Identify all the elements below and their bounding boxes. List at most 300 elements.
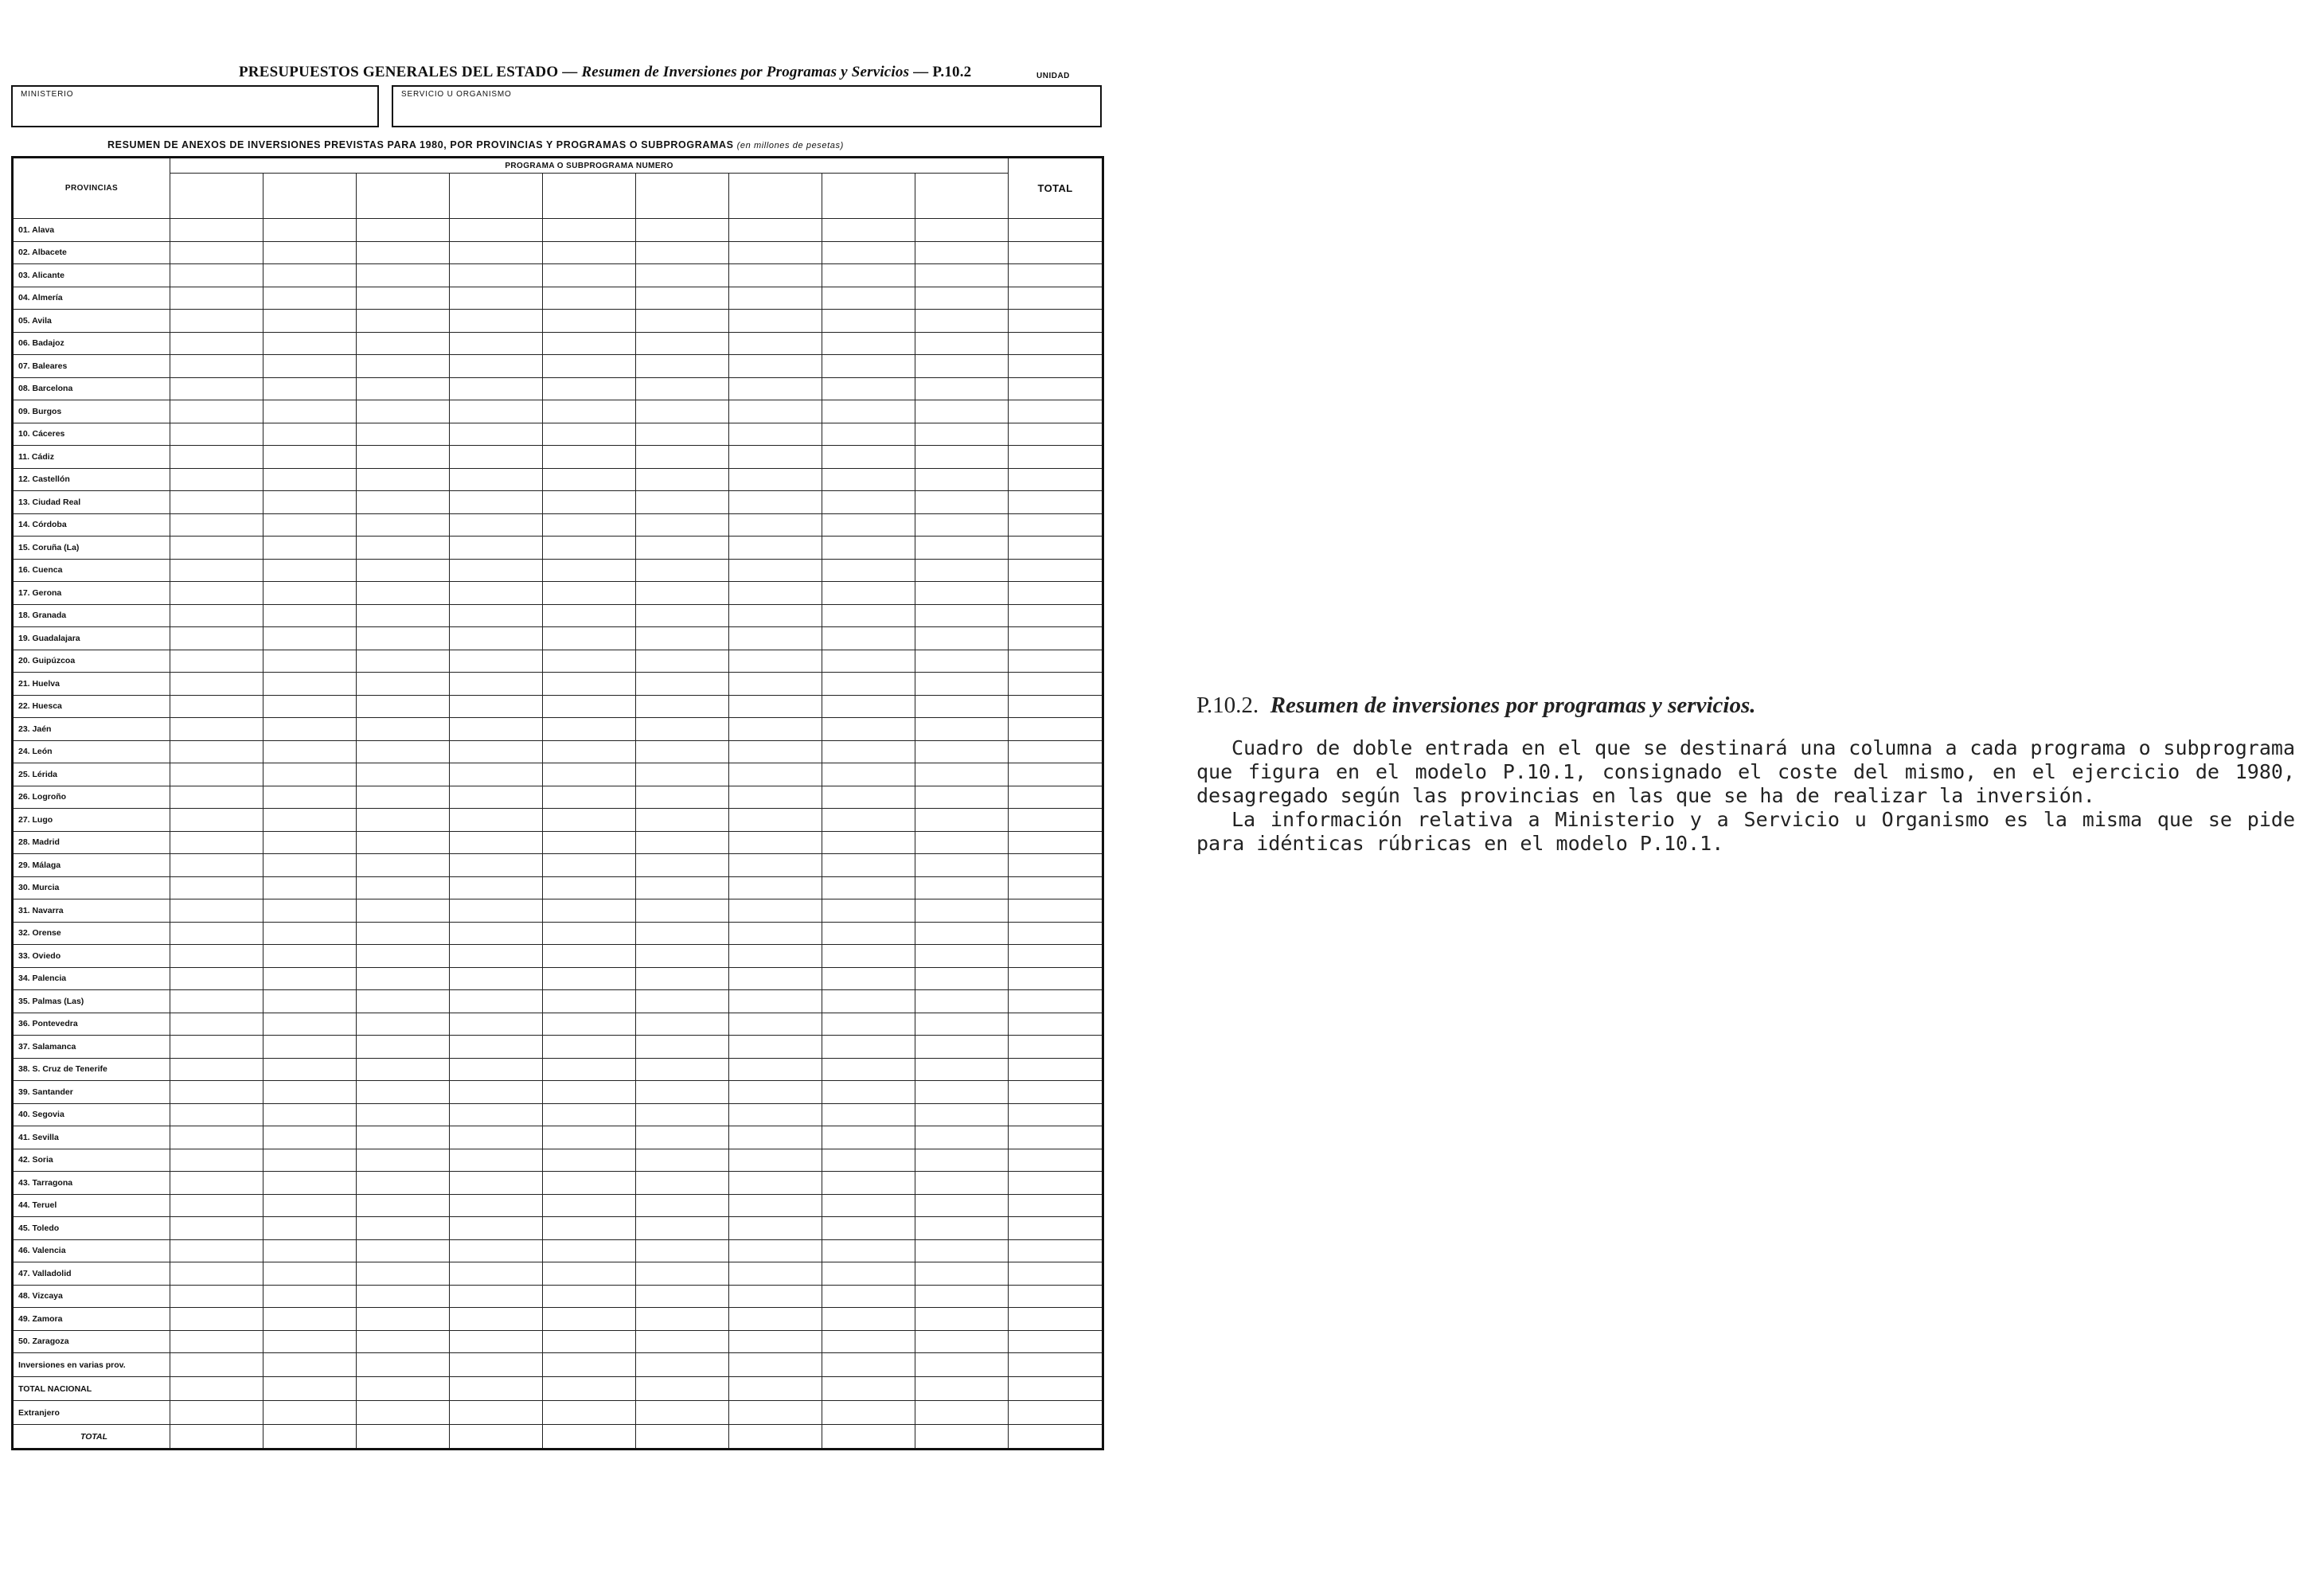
amount-cell[interactable] — [170, 400, 263, 423]
amount-cell[interactable] — [729, 400, 822, 423]
amount-cell[interactable] — [170, 1308, 263, 1331]
row-total-cell[interactable] — [1009, 1308, 1103, 1331]
amount-cell[interactable] — [636, 650, 729, 673]
amount-cell[interactable] — [636, 876, 729, 899]
amount-cell[interactable] — [822, 264, 915, 287]
amount-cell[interactable] — [636, 446, 729, 469]
amount-cell[interactable] — [915, 1217, 1009, 1240]
amount-cell[interactable] — [263, 1126, 357, 1149]
amount-cell[interactable] — [263, 491, 357, 514]
amount-cell[interactable] — [450, 446, 543, 469]
amount-cell[interactable] — [822, 1194, 915, 1217]
row-total-cell[interactable] — [1009, 786, 1103, 809]
total-amount-cell[interactable] — [822, 1353, 915, 1377]
amount-cell[interactable] — [357, 718, 450, 741]
amount-cell[interactable] — [357, 400, 450, 423]
amount-cell[interactable] — [357, 1036, 450, 1059]
amount-cell[interactable] — [357, 1103, 450, 1126]
amount-cell[interactable] — [915, 1103, 1009, 1126]
amount-cell[interactable] — [450, 1285, 543, 1308]
amount-cell[interactable] — [543, 718, 636, 741]
amount-cell[interactable] — [729, 876, 822, 899]
amount-cell[interactable] — [170, 332, 263, 355]
amount-cell[interactable] — [357, 673, 450, 696]
amount-cell[interactable] — [170, 1330, 263, 1353]
amount-cell[interactable] — [170, 899, 263, 923]
amount-cell[interactable] — [170, 967, 263, 990]
amount-cell[interactable] — [357, 310, 450, 333]
amount-cell[interactable] — [450, 876, 543, 899]
amount-cell[interactable] — [729, 1058, 822, 1081]
amount-cell[interactable] — [263, 718, 357, 741]
amount-cell[interactable] — [263, 650, 357, 673]
amount-cell[interactable] — [822, 446, 915, 469]
total-amount-cell[interactable] — [822, 1425, 915, 1450]
amount-cell[interactable] — [729, 854, 822, 877]
amount-cell[interactable] — [543, 468, 636, 491]
amount-cell[interactable] — [543, 922, 636, 945]
amount-cell[interactable] — [543, 831, 636, 854]
row-total-cell[interactable] — [1009, 423, 1103, 446]
amount-cell[interactable] — [170, 446, 263, 469]
amount-cell[interactable] — [729, 673, 822, 696]
amount-cell[interactable] — [263, 332, 357, 355]
amount-cell[interactable] — [915, 1308, 1009, 1331]
amount-cell[interactable] — [822, 537, 915, 560]
amount-cell[interactable] — [450, 1262, 543, 1286]
amount-cell[interactable] — [822, 740, 915, 763]
amount-cell[interactable] — [357, 1285, 450, 1308]
amount-cell[interactable] — [915, 1172, 1009, 1195]
amount-cell[interactable] — [543, 1172, 636, 1195]
amount-cell[interactable] — [543, 1103, 636, 1126]
amount-cell[interactable] — [636, 695, 729, 718]
total-amount-cell[interactable] — [636, 1425, 729, 1450]
amount-cell[interactable] — [450, 241, 543, 264]
amount-cell[interactable] — [915, 377, 1009, 400]
amount-cell[interactable] — [263, 1081, 357, 1104]
amount-cell[interactable] — [822, 513, 915, 537]
amount-cell[interactable] — [822, 219, 915, 242]
amount-cell[interactable] — [822, 400, 915, 423]
row-total-cell[interactable] — [1009, 468, 1103, 491]
amount-cell[interactable] — [263, 922, 357, 945]
amount-cell[interactable] — [263, 537, 357, 560]
total-amount-cell[interactable] — [729, 1377, 822, 1401]
amount-cell[interactable] — [822, 831, 915, 854]
amount-cell[interactable] — [450, 219, 543, 242]
amount-cell[interactable] — [450, 468, 543, 491]
amount-cell[interactable] — [543, 695, 636, 718]
amount-cell[interactable] — [357, 650, 450, 673]
amount-cell[interactable] — [636, 559, 729, 582]
amount-cell[interactable] — [543, 1308, 636, 1331]
amount-cell[interactable] — [170, 491, 263, 514]
total-amount-cell[interactable] — [636, 1401, 729, 1425]
amount-cell[interactable] — [170, 922, 263, 945]
amount-cell[interactable] — [915, 537, 1009, 560]
row-total-cell[interactable] — [1009, 1149, 1103, 1172]
amount-cell[interactable] — [729, 922, 822, 945]
amount-cell[interactable] — [729, 310, 822, 333]
amount-cell[interactable] — [729, 763, 822, 786]
total-amount-cell[interactable] — [636, 1377, 729, 1401]
amount-cell[interactable] — [729, 423, 822, 446]
amount-cell[interactable] — [915, 1330, 1009, 1353]
amount-cell[interactable] — [915, 582, 1009, 605]
amount-cell[interactable] — [822, 990, 915, 1013]
row-total-cell[interactable] — [1009, 854, 1103, 877]
amount-cell[interactable] — [915, 332, 1009, 355]
amount-cell[interactable] — [543, 377, 636, 400]
amount-cell[interactable] — [543, 1330, 636, 1353]
row-total-cell[interactable] — [1009, 1126, 1103, 1149]
amount-cell[interactable] — [543, 809, 636, 832]
row-total-cell[interactable] — [1009, 1103, 1103, 1126]
amount-cell[interactable] — [263, 1308, 357, 1331]
total-amount-cell[interactable] — [170, 1377, 263, 1401]
amount-cell[interactable] — [450, 1217, 543, 1240]
amount-cell[interactable] — [915, 786, 1009, 809]
program-number-cell[interactable] — [357, 174, 450, 219]
amount-cell[interactable] — [450, 899, 543, 923]
amount-cell[interactable] — [543, 287, 636, 310]
amount-cell[interactable] — [915, 740, 1009, 763]
amount-cell[interactable] — [450, 809, 543, 832]
amount-cell[interactable] — [915, 491, 1009, 514]
amount-cell[interactable] — [822, 559, 915, 582]
amount-cell[interactable] — [729, 377, 822, 400]
amount-cell[interactable] — [543, 537, 636, 560]
amount-cell[interactable] — [636, 786, 729, 809]
amount-cell[interactable] — [915, 831, 1009, 854]
total-amount-cell[interactable] — [263, 1401, 357, 1425]
amount-cell[interactable] — [170, 604, 263, 627]
amount-cell[interactable] — [729, 1036, 822, 1059]
amount-cell[interactable] — [915, 241, 1009, 264]
amount-cell[interactable] — [263, 876, 357, 899]
amount-cell[interactable] — [822, 1081, 915, 1104]
amount-cell[interactable] — [636, 763, 729, 786]
amount-cell[interactable] — [543, 604, 636, 627]
amount-cell[interactable] — [357, 1149, 450, 1172]
amount-cell[interactable] — [357, 740, 450, 763]
total-amount-cell[interactable] — [170, 1401, 263, 1425]
amount-cell[interactable] — [915, 1239, 1009, 1262]
amount-cell[interactable] — [915, 718, 1009, 741]
amount-cell[interactable] — [822, 1036, 915, 1059]
amount-cell[interactable] — [915, 1262, 1009, 1286]
amount-cell[interactable] — [170, 1036, 263, 1059]
amount-cell[interactable] — [822, 1149, 915, 1172]
amount-cell[interactable] — [450, 537, 543, 560]
amount-cell[interactable] — [357, 1081, 450, 1104]
amount-cell[interactable] — [357, 582, 450, 605]
amount-cell[interactable] — [543, 1217, 636, 1240]
amount-cell[interactable] — [357, 1194, 450, 1217]
amount-cell[interactable] — [915, 1126, 1009, 1149]
amount-cell[interactable] — [822, 377, 915, 400]
amount-cell[interactable] — [357, 1330, 450, 1353]
amount-cell[interactable] — [263, 264, 357, 287]
amount-cell[interactable] — [263, 740, 357, 763]
amount-cell[interactable] — [543, 1081, 636, 1104]
amount-cell[interactable] — [729, 650, 822, 673]
amount-cell[interactable] — [170, 513, 263, 537]
amount-cell[interactable] — [263, 967, 357, 990]
amount-cell[interactable] — [263, 1013, 357, 1036]
amount-cell[interactable] — [822, 718, 915, 741]
amount-cell[interactable] — [636, 355, 729, 378]
row-total-cell[interactable] — [1009, 310, 1103, 333]
amount-cell[interactable] — [915, 1036, 1009, 1059]
amount-cell[interactable] — [822, 604, 915, 627]
amount-cell[interactable] — [450, 1172, 543, 1195]
amount-cell[interactable] — [543, 1262, 636, 1286]
amount-cell[interactable] — [450, 423, 543, 446]
amount-cell[interactable] — [636, 990, 729, 1013]
amount-cell[interactable] — [729, 1194, 822, 1217]
amount-cell[interactable] — [263, 582, 357, 605]
amount-cell[interactable] — [543, 740, 636, 763]
amount-cell[interactable] — [822, 967, 915, 990]
row-total-cell[interactable] — [1009, 241, 1103, 264]
amount-cell[interactable] — [357, 627, 450, 650]
amount-cell[interactable] — [170, 786, 263, 809]
amount-cell[interactable] — [915, 355, 1009, 378]
amount-cell[interactable] — [450, 491, 543, 514]
amount-cell[interactable] — [915, 468, 1009, 491]
amount-cell[interactable] — [822, 899, 915, 923]
amount-cell[interactable] — [263, 446, 357, 469]
amount-cell[interactable] — [822, 582, 915, 605]
amount-cell[interactable] — [729, 332, 822, 355]
servicio-field[interactable] — [392, 85, 1102, 127]
amount-cell[interactable] — [357, 1262, 450, 1286]
total-amount-cell[interactable] — [915, 1425, 1009, 1450]
amount-cell[interactable] — [729, 513, 822, 537]
amount-cell[interactable] — [915, 945, 1009, 968]
amount-cell[interactable] — [915, 1285, 1009, 1308]
amount-cell[interactable] — [263, 1217, 357, 1240]
amount-cell[interactable] — [822, 650, 915, 673]
amount-cell[interactable] — [450, 740, 543, 763]
row-total-cell[interactable] — [1009, 650, 1103, 673]
amount-cell[interactable] — [170, 537, 263, 560]
row-total-cell[interactable] — [1009, 1285, 1103, 1308]
amount-cell[interactable] — [263, 763, 357, 786]
row-total-cell[interactable] — [1009, 1330, 1103, 1353]
amount-cell[interactable] — [636, 287, 729, 310]
amount-cell[interactable] — [450, 695, 543, 718]
amount-cell[interactable] — [822, 627, 915, 650]
amount-cell[interactable] — [729, 1081, 822, 1104]
total-amount-cell[interactable] — [450, 1353, 543, 1377]
amount-cell[interactable] — [822, 1103, 915, 1126]
amount-cell[interactable] — [170, 650, 263, 673]
row-total-cell[interactable] — [1009, 695, 1103, 718]
amount-cell[interactable] — [357, 219, 450, 242]
amount-cell[interactable] — [915, 287, 1009, 310]
amount-cell[interactable] — [543, 650, 636, 673]
amount-cell[interactable] — [636, 1194, 729, 1217]
row-total-cell[interactable] — [1009, 1262, 1103, 1286]
amount-cell[interactable] — [450, 1058, 543, 1081]
amount-cell[interactable] — [822, 332, 915, 355]
amount-cell[interactable] — [543, 219, 636, 242]
amount-cell[interactable] — [450, 1330, 543, 1353]
amount-cell[interactable] — [357, 831, 450, 854]
amount-cell[interactable] — [729, 264, 822, 287]
ministerio-field[interactable] — [11, 85, 379, 127]
amount-cell[interactable] — [357, 786, 450, 809]
amount-cell[interactable] — [357, 377, 450, 400]
amount-cell[interactable] — [915, 446, 1009, 469]
amount-cell[interactable] — [357, 1172, 450, 1195]
amount-cell[interactable] — [357, 922, 450, 945]
amount-cell[interactable] — [636, 332, 729, 355]
total-amount-cell[interactable] — [263, 1425, 357, 1450]
total-amount-cell[interactable] — [1009, 1401, 1103, 1425]
total-amount-cell[interactable] — [1009, 1377, 1103, 1401]
amount-cell[interactable] — [915, 922, 1009, 945]
amount-cell[interactable] — [543, 945, 636, 968]
row-total-cell[interactable] — [1009, 287, 1103, 310]
total-amount-cell[interactable] — [543, 1425, 636, 1450]
amount-cell[interactable] — [729, 1172, 822, 1195]
amount-cell[interactable] — [636, 1058, 729, 1081]
total-amount-cell[interactable] — [1009, 1425, 1103, 1450]
amount-cell[interactable] — [822, 854, 915, 877]
amount-cell[interactable] — [729, 627, 822, 650]
amount-cell[interactable] — [357, 967, 450, 990]
total-amount-cell[interactable] — [543, 1353, 636, 1377]
amount-cell[interactable] — [543, 423, 636, 446]
total-amount-cell[interactable] — [357, 1377, 450, 1401]
row-total-cell[interactable] — [1009, 740, 1103, 763]
amount-cell[interactable] — [636, 831, 729, 854]
amount-cell[interactable] — [170, 876, 263, 899]
row-total-cell[interactable] — [1009, 355, 1103, 378]
row-total-cell[interactable] — [1009, 922, 1103, 945]
amount-cell[interactable] — [357, 945, 450, 968]
amount-cell[interactable] — [822, 1262, 915, 1286]
row-total-cell[interactable] — [1009, 1239, 1103, 1262]
total-amount-cell[interactable] — [1009, 1353, 1103, 1377]
amount-cell[interactable] — [729, 809, 822, 832]
amount-cell[interactable] — [822, 695, 915, 718]
amount-cell[interactable] — [822, 945, 915, 968]
amount-cell[interactable] — [915, 513, 1009, 537]
amount-cell[interactable] — [357, 446, 450, 469]
amount-cell[interactable] — [915, 1081, 1009, 1104]
amount-cell[interactable] — [170, 718, 263, 741]
amount-cell[interactable] — [357, 241, 450, 264]
amount-cell[interactable] — [822, 1285, 915, 1308]
amount-cell[interactable] — [170, 559, 263, 582]
amount-cell[interactable] — [357, 1308, 450, 1331]
amount-cell[interactable] — [450, 922, 543, 945]
amount-cell[interactable] — [357, 695, 450, 718]
amount-cell[interactable] — [636, 922, 729, 945]
amount-cell[interactable] — [357, 1013, 450, 1036]
amount-cell[interactable] — [822, 809, 915, 832]
row-total-cell[interactable] — [1009, 537, 1103, 560]
amount-cell[interactable] — [450, 332, 543, 355]
amount-cell[interactable] — [822, 1126, 915, 1149]
amount-cell[interactable] — [729, 740, 822, 763]
amount-cell[interactable] — [729, 990, 822, 1013]
amount-cell[interactable] — [915, 650, 1009, 673]
amount-cell[interactable] — [729, 718, 822, 741]
amount-cell[interactable] — [822, 876, 915, 899]
amount-cell[interactable] — [357, 809, 450, 832]
total-amount-cell[interactable] — [636, 1353, 729, 1377]
amount-cell[interactable] — [170, 264, 263, 287]
amount-cell[interactable] — [170, 582, 263, 605]
amount-cell[interactable] — [450, 1036, 543, 1059]
row-total-cell[interactable] — [1009, 604, 1103, 627]
amount-cell[interactable] — [822, 423, 915, 446]
amount-cell[interactable] — [263, 627, 357, 650]
amount-cell[interactable] — [170, 287, 263, 310]
amount-cell[interactable] — [450, 673, 543, 696]
amount-cell[interactable] — [636, 740, 729, 763]
amount-cell[interactable] — [543, 1058, 636, 1081]
amount-cell[interactable] — [170, 1239, 263, 1262]
amount-cell[interactable] — [915, 809, 1009, 832]
amount-cell[interactable] — [915, 763, 1009, 786]
amount-cell[interactable] — [357, 491, 450, 514]
amount-cell[interactable] — [263, 1262, 357, 1286]
amount-cell[interactable] — [450, 718, 543, 741]
amount-cell[interactable] — [263, 1285, 357, 1308]
amount-cell[interactable] — [915, 899, 1009, 923]
total-amount-cell[interactable] — [263, 1353, 357, 1377]
total-amount-cell[interactable] — [357, 1401, 450, 1425]
amount-cell[interactable] — [729, 1262, 822, 1286]
amount-cell[interactable] — [170, 809, 263, 832]
amount-cell[interactable] — [543, 582, 636, 605]
amount-cell[interactable] — [543, 1149, 636, 1172]
amount-cell[interactable] — [729, 241, 822, 264]
amount-cell[interactable] — [636, 1308, 729, 1331]
amount-cell[interactable] — [170, 219, 263, 242]
program-number-cell[interactable] — [450, 174, 543, 219]
amount-cell[interactable] — [263, 695, 357, 718]
amount-cell[interactable] — [636, 967, 729, 990]
program-number-cell[interactable] — [170, 174, 263, 219]
amount-cell[interactable] — [729, 446, 822, 469]
amount-cell[interactable] — [170, 468, 263, 491]
amount-cell[interactable] — [170, 854, 263, 877]
amount-cell[interactable] — [263, 400, 357, 423]
amount-cell[interactable] — [450, 1308, 543, 1331]
amount-cell[interactable] — [450, 1103, 543, 1126]
amount-cell[interactable] — [915, 627, 1009, 650]
amount-cell[interactable] — [450, 990, 543, 1013]
amount-cell[interactable] — [636, 241, 729, 264]
amount-cell[interactable] — [450, 831, 543, 854]
amount-cell[interactable] — [729, 219, 822, 242]
amount-cell[interactable] — [263, 1058, 357, 1081]
amount-cell[interactable] — [822, 1172, 915, 1195]
amount-cell[interactable] — [636, 400, 729, 423]
total-amount-cell[interactable] — [915, 1353, 1009, 1377]
amount-cell[interactable] — [915, 1058, 1009, 1081]
row-total-cell[interactable] — [1009, 1172, 1103, 1195]
amount-cell[interactable] — [170, 831, 263, 854]
